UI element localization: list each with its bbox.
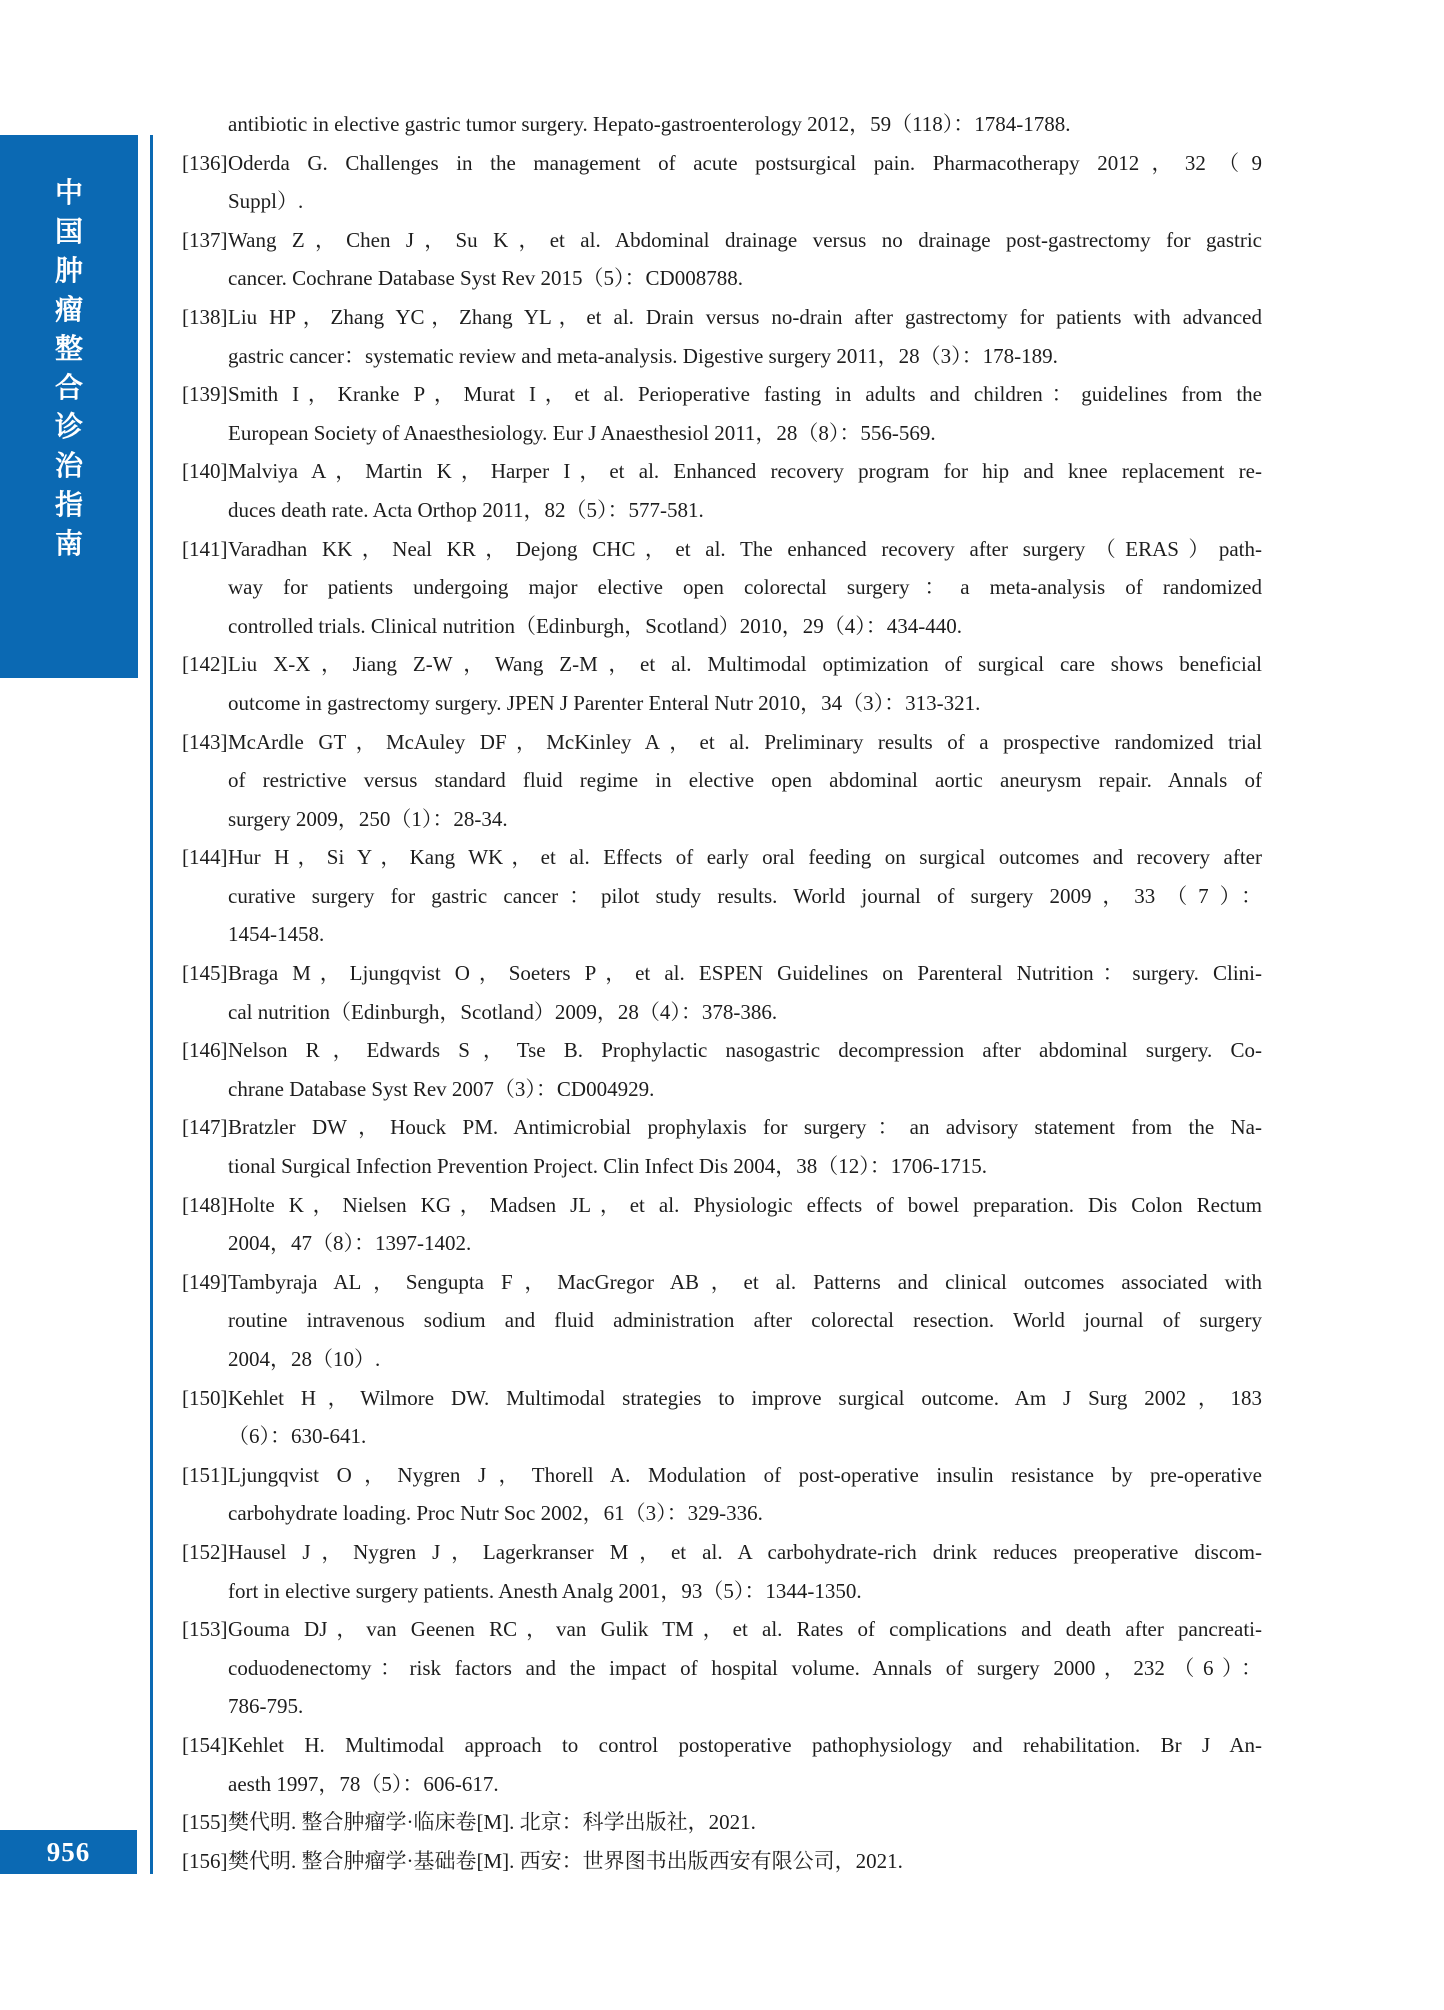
- reference-label: [148]: [182, 1192, 228, 1217]
- reference-label: [146]: [182, 1038, 228, 1063]
- sidebar-title-char: 南: [54, 528, 83, 559]
- reference-label: [152]: [182, 1539, 228, 1564]
- reference-item: [182, 530, 1262, 646]
- reference-line: surgery 2009，250（1）：28-34.: [228, 806, 508, 831]
- reference-item: [182, 1379, 1262, 1456]
- reference-label: [142]: [182, 652, 228, 677]
- reference-label: [149]: [182, 1269, 228, 1294]
- reference-item: [182, 645, 1262, 722]
- reference-line: aesth 1997，78（5）：606-617.: [228, 1771, 499, 1796]
- reference-item: [182, 1263, 1262, 1379]
- reference-line: way for patients undergoing major elective open colorectal surgery：a meta-analysis of randomized: [228, 575, 1262, 600]
- reference-line: Tambyraja AL，Sengupta F，MacGregor AB，et al. Patterns and clinical outcomes associated with: [228, 1269, 1262, 1294]
- sidebar-title-char: 瘤: [54, 294, 83, 325]
- reference-item: [182, 1108, 1262, 1185]
- reference-label: [143]: [182, 729, 228, 754]
- reference-line: 樊代明. 整合肿瘤学·基础卷[M]. 西安：世界图书出版西安有限公司，2021.: [228, 1848, 903, 1873]
- page-number: 956: [46, 1836, 91, 1867]
- reference-item: [182, 1031, 1262, 1108]
- reference-item: [182, 1803, 1262, 1842]
- reference-line: Wang Z，Chen J，Su K，et al. Abdominal drainage versus no drainage post-gastrectomy for gastric: [228, 227, 1262, 252]
- reference-item: [182, 838, 1262, 954]
- reference-line: controlled trials. Clinical nutrition（Edinburgh，Scotland）2010，29（4）：434-440.: [228, 613, 962, 638]
- reference-label: [151]: [182, 1462, 228, 1487]
- reference-line: Nelson R，Edwards S，Tse B. Prophylactic nasogastric decompression after abdominal surgery. Co-: [228, 1038, 1262, 1063]
- reference-label: [137]: [182, 227, 228, 252]
- reference-line: European Society of Anaesthesiology. Eur J Anaesthesiol 2011，28（8）：556-569.: [228, 420, 936, 445]
- reference-line: gastric cancer：systematic review and meta-analysis. Digestive surgery 2011，28（3）：178-189.: [228, 343, 1058, 368]
- reference-line: outcome in gastrectomy surgery. JPEN J Parenter Enteral Nutr 2010，34（3）：313-321.: [228, 690, 981, 715]
- reference-line: Liu HP，Zhang YC，Zhang YL，et al. Drain versus no-drain after gastrectomy for patients with advanced: [228, 304, 1262, 329]
- reference-line: of restrictive versus standard fluid regime in elective open abdominal aortic aneurysm repair. Annals of: [228, 768, 1262, 793]
- reference-label: [156]: [182, 1848, 228, 1873]
- reference-label: [139]: [182, 382, 228, 407]
- reference-line: cancer. Cochrane Database Syst Rev 2015（5）：CD008788.: [228, 266, 743, 291]
- reference-label: [150]: [182, 1385, 228, 1410]
- sidebar-title-char: 合: [54, 372, 83, 403]
- reference-line: 1454-1458.: [228, 922, 325, 947]
- reference-line: 2004，28（10）.: [228, 1347, 381, 1371]
- reference-line: curative surgery for gastric cancer：pilot study results. World journal of surgery 2009，33（7）：: [228, 883, 1262, 908]
- reference-label: [147]: [182, 1115, 228, 1140]
- sidebar-title-char: 中: [54, 177, 83, 208]
- sidebar-title-char: 肿: [54, 255, 83, 286]
- sidebar-title-char: 指: [54, 489, 83, 520]
- reference-item: [182, 1533, 1262, 1610]
- reference-item: [182, 452, 1262, 529]
- reference-line: Braga M，Ljungqvist O，Soeters P，et al. ESPEN Guidelines on Parenteral Nutrition：surgery. Clini-: [228, 961, 1262, 986]
- reference-line: 樊代明. 整合肿瘤学·临床卷[M]. 北京：科学出版社，2021.: [228, 1810, 756, 1835]
- reference-item: [182, 1456, 1262, 1533]
- reference-item: [182, 298, 1262, 375]
- reference-item: [182, 954, 1262, 1031]
- reference-item: [182, 1186, 1262, 1263]
- reference-line: duces death rate. Acta Orthop 2011，82（5）：577-581.: [228, 497, 704, 522]
- page-number-badge: [0, 1830, 137, 1874]
- reference-line: routine intravenous sodium and fluid administration after colorectal resection. World journal of surgery: [228, 1308, 1262, 1333]
- reference-line: tional Surgical Infection Prevention Project. Clin Infect Dis 2004，38（12）：1706-1715.: [228, 1154, 987, 1179]
- reference-line: McArdle GT，McAuley DF，McKinley A，et al. Preliminary results of a prospective randomized trial: [228, 729, 1262, 754]
- reference-item: [182, 1610, 1262, 1726]
- reference-item: [182, 723, 1262, 839]
- reference-line: fort in elective surgery patients. Anesth Analg 2001，93（5）：1344-1350.: [228, 1578, 862, 1603]
- reference-line: 786-795.: [228, 1694, 304, 1719]
- reference-line: Hur H，Si Y，Kang WK，et al. Effects of early oral feeding on surgical outcomes and recovery after: [228, 845, 1262, 870]
- reference-line: Liu X-X，Jiang Z-W，Wang Z-M，et al. Multimodal optimization of surgical care shows beneficial: [228, 652, 1262, 677]
- reference-line: Suppl）.: [228, 189, 304, 214]
- reference-line: Varadhan KK，Neal KR，Dejong CHC，et al. The enhanced recovery after surgery（ERAS）path-: [228, 536, 1262, 561]
- reference-line: antibiotic in elective gastric tumor surgery. Hepato-gastroenterology 2012，59（118）：1784-1788.: [228, 112, 1071, 136]
- reference-line: chrane Database Syst Rev 2007（3）：CD004929.: [228, 1076, 655, 1101]
- reference-item: [182, 105, 1262, 144]
- reference-line: carbohydrate loading. Proc Nutr Soc 2002，61（3）：329-336.: [228, 1501, 763, 1526]
- reference-item: [182, 1726, 1262, 1803]
- reference-label: [138]: [182, 304, 228, 329]
- reference-label: [145]: [182, 961, 228, 986]
- reference-line: Kehlet H，Wilmore DW. Multimodal strategies to improve surgical outcome. Am J Surg 2002，183: [228, 1385, 1262, 1410]
- reference-label: [155]: [182, 1810, 228, 1835]
- reference-item: [182, 144, 1262, 221]
- sidebar-title-char: 诊: [54, 411, 83, 442]
- sidebar-banner: [0, 135, 138, 678]
- reference-line: Oderda G. Challenges in the management of acute postsurgical pain. Pharmacotherapy 2012，32（9: [228, 150, 1262, 175]
- reference-line: Smith I，Kranke P，Murat I，et al. Perioperative fasting in adults and children：guidelines from the: [228, 382, 1262, 407]
- reference-line: coduodenectomy：risk factors and the impact of hospital volume. Annals of surgery 2000，232（6）：: [228, 1655, 1262, 1680]
- sidebar-title-char: 国: [54, 216, 83, 247]
- reference-label: [153]: [182, 1617, 228, 1642]
- reference-item: [182, 221, 1262, 298]
- reference-line: Kehlet H. Multimodal approach to control postoperative pathophysiology and rehabilitation. Br J An-: [228, 1732, 1262, 1757]
- reference-label: [154]: [182, 1732, 228, 1757]
- reference-label: [140]: [182, 459, 228, 484]
- reference-item: [182, 1842, 1262, 1881]
- reference-line: 2004，47（8）：1397-1402.: [228, 1231, 472, 1256]
- reference-line: Bratzler DW，Houck PM. Antimicrobial prophylaxis for surgery：an advisory statement from the Na-: [228, 1115, 1262, 1140]
- sidebar-title-char: 治: [54, 450, 83, 481]
- vertical-divider-rule: [150, 135, 153, 1874]
- reference-item: [182, 375, 1262, 452]
- reference-line: Ljungqvist O，Nygren J，Thorell A. Modulation of post-operative insulin resistance by pre-operative: [228, 1462, 1262, 1487]
- sidebar-title-char: 整: [54, 333, 83, 364]
- reference-line: Malviya A，Martin K，Harper I，et al. Enhanced recovery program for hip and knee replacement re-: [228, 459, 1262, 484]
- references-list: [182, 105, 1262, 1880]
- reference-line: Holte K，Nielsen KG，Madsen JL，et al. Physiologic effects of bowel preparation. Dis Colon Rectum: [228, 1192, 1262, 1217]
- sidebar-title: [0, 179, 138, 558]
- reference-line: Hausel J，Nygren J，Lagerkranser M，et al. A carbohydrate-rich drink reduces preoperative discom-: [228, 1539, 1262, 1564]
- reference-line: cal nutrition（Edinburgh，Scotland）2009，28（4）：378-386.: [228, 999, 778, 1024]
- reference-line: （6）：630-641.: [228, 1424, 367, 1449]
- reference-label: [144]: [182, 845, 228, 870]
- reference-label: [136]: [182, 150, 228, 175]
- reference-label: [141]: [182, 536, 228, 561]
- reference-line: Gouma DJ，van Geenen RC，van Gulik TM，et al. Rates of complications and death after pancreati-: [228, 1617, 1262, 1642]
